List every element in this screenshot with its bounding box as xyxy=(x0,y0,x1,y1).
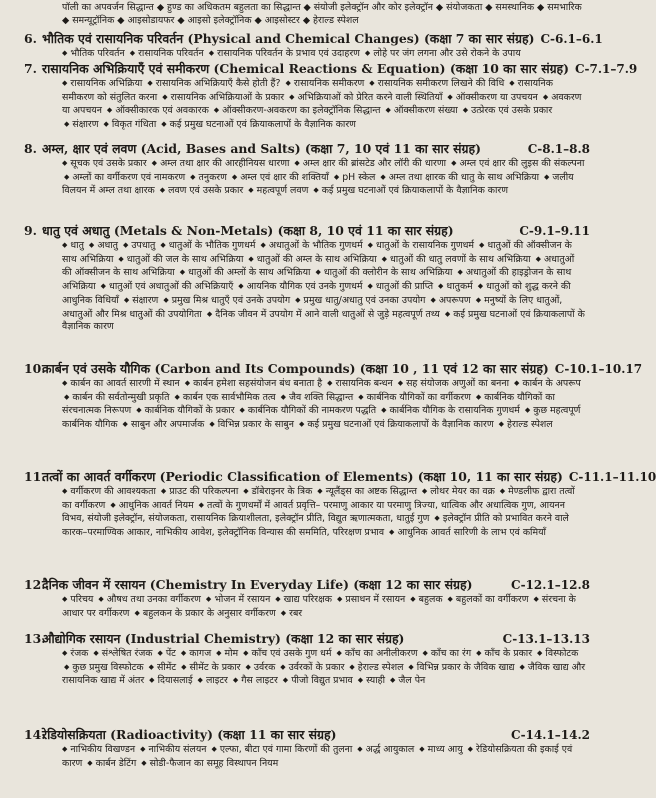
topic-item: ◆ अभिक्रियाओं को प्रेरित करने वाली स्थितियाँ xyxy=(287,92,445,103)
topic-item: ◆ धातुओं के भौतिक गुणधर्म xyxy=(158,240,258,251)
topic-item: ◆ रासायनिक समीकरण को संतुलित करना xyxy=(62,78,553,103)
topic-item: ◆ कुछ महत्वपूर्ण कार्बनिक यौगिक xyxy=(62,405,580,430)
chapter-topics xyxy=(62,647,586,725)
topic-item: ◆ धातुओं की ऑक्सीजन के साथ अभिक्रिया xyxy=(62,240,572,265)
topic-item: ◆ प्राउट की परिकल्पना xyxy=(159,486,241,497)
topic-item: ◆ कुछ प्रमुख विस्फोटक xyxy=(62,662,147,673)
topic-item: ◆ धातुओं की प्राप्ति xyxy=(366,281,437,292)
topic-item: ◆ लोथर मेयर का वक्र xyxy=(420,486,498,497)
chapter-title: औद्योगिक रसायन (Industrial Chemistry) (कक्षा 12 का सार संग्रह) xyxy=(42,631,405,646)
topic-item: ◆ रंजक xyxy=(62,648,91,659)
topic-item: ◆ वर्गीकरण की आवश्यकता xyxy=(62,486,159,497)
chapter-topics xyxy=(62,239,586,359)
topic-item: ◆ पेंट xyxy=(155,648,178,659)
chapter-title: कार्बन एवं उसके यौगिक (Carbon and Its Compounds) (कक्षा 10 , 11 एवं 12 का सार संग्रह) xyxy=(42,361,549,376)
chapter-number: 14. xyxy=(24,727,46,742)
topic-item: ◆ अम्ल एवं क्षार की लुइस की संकल्पना xyxy=(449,158,584,169)
chapter-page-code: C-13.1–13.13 xyxy=(502,632,590,646)
chapter-title: भौतिक एवं रासायनिक परिवर्तन (Physical and Chemical Changes) (कक्षा 7 का सार संग्रह) xyxy=(42,31,535,46)
chapter-section xyxy=(12,726,590,769)
topic-item: ◆ बहुलक xyxy=(408,594,445,605)
topic-item: ◆ ऑक्सीकरण-अवकरण का इलेक्ट्रॉनिक सिद्धान्त xyxy=(212,105,384,116)
chapter-title: अम्ल, क्षार एवं लवण (Acid, Bases and Salts) (कक्षा 7, 10 एवं 11 का सार संग्रह) xyxy=(42,141,481,156)
topic-item: ◆ साबुन और अपमार्जक xyxy=(121,419,208,430)
topic-item: ◆ रासायनिक बन्धन xyxy=(325,378,396,389)
topic-item: ◆ पीजो विद्युत प्रभाव xyxy=(281,675,356,686)
topic-item: ◆ डॉबेराइनर के त्रिक xyxy=(241,486,315,497)
topic-item: ◆ उत्प्रेरक एवं उसके प्रकार xyxy=(461,105,552,116)
chapter-page-code: C-9.1–9.11 xyxy=(519,224,590,238)
topic-item: ◆ जैल पेन xyxy=(388,675,425,686)
topic-item: ◆ धातुओं एवं अधातुओं की अभिक्रियाएँ xyxy=(99,281,237,292)
topic-item: ◆ अधातुओं की ऑक्सीजन के साथ अभिक्रिया xyxy=(62,254,574,279)
chapter-number: 6. xyxy=(24,31,37,46)
chapter-section xyxy=(12,630,590,725)
topic-item: ◆ कार्बन डेटिंग xyxy=(85,758,139,769)
topic-item: ◆ अपरूपण xyxy=(428,295,473,306)
topic-item: ◆ संक्षारण xyxy=(122,295,161,306)
topic-item: ◆ दैनिक जीवन में उपयोग में आने वाली धातुओं से जुड़े महत्वपूर्ण तथ्य xyxy=(205,309,443,320)
topic-item: ◆ लवण एवं उसके प्रकार xyxy=(158,185,247,196)
topic-item: ◆ बहुलकों का वर्गीकरण xyxy=(446,594,532,605)
topic-item: ◆ बहुलकन के प्रकार के अनुसार वर्गीकरण xyxy=(132,608,278,619)
topic-item: ◆ कई प्रमुख घटनाओं एवं क्रियाकलापों के वैज्ञानिक कारण xyxy=(311,185,508,196)
topic-item: ◆ मेण्डलीफ द्वारा तत्वों का वर्गीकरण xyxy=(62,486,575,511)
topic-item: ◆ अर्द्ध आयुकाल xyxy=(355,744,417,755)
chapter-title: तत्वों का आवर्त वर्गीकरण (Periodic Classification of Elements) (कक्षा 10, 11 का सार संग्रह) xyxy=(42,469,563,484)
chapter-topics xyxy=(62,47,586,59)
chapter-section xyxy=(12,360,643,467)
topic-item: ◆ धातुओं की धातु लवणों के साथ अभिक्रिया xyxy=(380,254,534,265)
chapter-heading xyxy=(12,30,603,47)
topic-item: ◆ काँच का रंग xyxy=(420,648,474,659)
topic-item: ◆ दियासलाई xyxy=(147,675,195,686)
chapter-topics xyxy=(62,377,586,467)
topic-item: ◆ अम्ल एवं क्षार की शक्तियाँ xyxy=(230,172,332,183)
topic-item: ◆ धातु xyxy=(62,240,87,251)
topic-item: ◆ भोजन में रसायन xyxy=(204,594,273,605)
topic-item: ◆ कार्बन के अपरूप xyxy=(512,378,581,389)
chapter-number: 8. xyxy=(24,141,37,156)
topic-item: ◆ कार्बनिक यौगिकों की नामकरण पद्धति xyxy=(238,405,380,416)
continued-topic-list: पॉली का अपवर्जन सिद्धान्त ◆ हुण्ड का अधिकतम बहुलता का सिद्धान्त ◆ संयोजी इलेक्ट्रॉन और कोर इलेक्ट्रॉन ◆ संयोजकता ◆ समस्थानिक ◆ समभारिक ◆ समन्यूट्रॉनिक ◆ आइसोडायफर ◆ आइसो इलेक्ट्रॉनिक ◆ आइसोस्टर ◆ हेराल्ड स्पेशल xyxy=(62,2,582,26)
topic-item: ◆ रबर xyxy=(279,608,302,619)
chapter-topics xyxy=(62,157,586,221)
topic-item: ◆ रासायनिक अभिक्रियाओं के प्रकार xyxy=(160,92,287,103)
chapter-number: 10. xyxy=(24,361,46,376)
topic-item: ◆ रासायनिक परिवर्तन के प्रभाव एवं उदाहरण xyxy=(207,48,363,59)
chapter-topics xyxy=(62,743,586,769)
topic-item: ◆ कागज xyxy=(179,648,214,659)
topic-item: ◆ विभिन्न प्रकार के जैविक खाद्य xyxy=(406,662,517,673)
chapter-heading xyxy=(12,576,590,593)
chapter-number: 12. xyxy=(24,577,46,592)
topic-item: ◆ धातुओं की अम्ल के साथ अभिक्रिया xyxy=(246,254,379,265)
chapter-list xyxy=(12,30,656,769)
topic-item: ◆ मोम xyxy=(214,648,241,659)
topic-item: ◆ आयनिक यौगिक एवं उनके गुणधर्म xyxy=(236,281,365,292)
topic-item: ◆ अधातुओं के भौतिक गुणधर्म xyxy=(258,240,365,251)
topic-item: ◆ धातुओं के रासायनिक गुणधर्म xyxy=(366,240,477,251)
chapter-heading xyxy=(12,630,590,647)
topic-item: ◆ काँच के प्रकार xyxy=(474,648,535,659)
topic-item: ◆ नाभिकीय संलयन xyxy=(138,744,209,755)
chapter-heading xyxy=(12,468,656,485)
topic-item: ◆ अधातु xyxy=(87,240,121,251)
chapter-number: 7. xyxy=(24,61,37,76)
topic-item: ◆ ऑक्सीकारक एवं अवकारक xyxy=(105,105,212,116)
topic-item: ◆ स्याही xyxy=(356,675,388,686)
topic-item: ◆ अवकरण या अपचयन xyxy=(62,92,581,117)
topic-item: ◆ न्यूलैंड्स का अष्टक सिद्धान्त xyxy=(315,486,420,497)
topic-item: ◆ जैविक खाद्य और रासायनिक खाद्य में अंतर xyxy=(62,662,585,687)
chapter-heading xyxy=(12,140,590,157)
topic-item: ◆ गैस लाइटर xyxy=(231,675,281,686)
chapter-page-code: C-10.1–10.17 xyxy=(554,362,643,376)
topic-item: ◆ रासायनिक समीकरण xyxy=(283,78,367,89)
topic-item: ◆ कार्बनिक यौगिकों का संरचनात्मक निरूपण xyxy=(62,392,555,417)
topic-item: ◆ संश्लेषित रंजक xyxy=(91,648,155,659)
topic-item: ◆ विकृत गंधिता xyxy=(101,119,159,130)
chapter-heading xyxy=(12,60,638,77)
chapter-topics xyxy=(62,593,586,629)
chapter-page-code: C-6.1–6.1 xyxy=(540,32,603,46)
chapter-page-code: C-11.1–11.10 xyxy=(568,470,656,484)
topic-item: ◆ कई प्रमुख घटनाओं एवं क्रियाकलापों के वैज्ञानिक कारण xyxy=(159,119,356,130)
chapter-section xyxy=(12,140,590,221)
topic-item: ◆ परिचय xyxy=(62,594,96,605)
topic-item: ◆ अम्ल तथा क्षार की आरहीनियस धारणा xyxy=(150,158,293,169)
topic-item: ◆ एल्फा, बीटा एवं गामा किरणों की तुलना xyxy=(209,744,355,755)
chapter-heading xyxy=(12,726,590,743)
topic-item: ◆ धातुकर्म xyxy=(436,281,476,292)
topic-item: ◆ जलीय विलयन में अम्ल तथा क्षारक xyxy=(62,172,574,197)
chapter-title: रासायनिक अभिक्रियाएँ एवं समीकरण (Chemical Reactions & Equation) (कक्षा 10 का सार संग्रह) xyxy=(42,61,569,76)
topic-item: ◆ विभिन्न प्रकार के साबुन xyxy=(207,419,297,430)
topic-item: ◆ रासायनिक अभिक्रिया xyxy=(62,78,145,89)
topic-item: ◆ धातुओं की क्लोरीन के साथ अभिक्रिया xyxy=(313,267,455,278)
topic-item: ◆ सूचक एवं उसके प्रकार xyxy=(62,158,150,169)
topic-item: ◆ इलेक्ट्रॉन प्रीति को प्रभावित करने वाले कारक–परमाण्विक आकार, नाभिकीय आवेश, इलेक्ट्रॉनिक विन्यास की सममिति, परिरक्षण प्रभाव xyxy=(62,513,569,538)
topic-item: ◆ रेडियोसक्रियता की इकाई एवं कारण xyxy=(62,744,572,769)
topic-item: ◆ कार्बन का आवर्त सारणी में स्थान xyxy=(62,378,183,389)
topic-item: ◆ संक्षारण xyxy=(62,119,101,130)
topic-item: ◆ कार्बन की सर्वतोन्मुखी प्रकृति xyxy=(62,392,172,403)
topic-item: ◆ धातुओं को शुद्ध करने की आधुनिक विधियाँ xyxy=(62,281,571,306)
topic-item: ◆ नाभिकीय विखण्डन xyxy=(62,744,138,755)
topic-item: ◆ संरचना के आधार पर वर्गीकरण xyxy=(62,594,576,619)
topic-item: ◆ महत्वपूर्ण लवण xyxy=(246,185,311,196)
topic-item: ◆ प्रसाधन में रसायन xyxy=(335,594,408,605)
chapter-section xyxy=(12,468,656,575)
topic-item: ◆ ऑक्सीकरण या उपचयन xyxy=(445,92,540,103)
topic-item: ◆ हेराल्ड स्पेशल xyxy=(497,419,553,430)
chapter-section xyxy=(12,222,590,359)
topic-item: ◆ ऑक्सीकरण संख्या xyxy=(383,105,460,116)
topic-item: ◆ लाइटर xyxy=(196,675,231,686)
topic-item: ◆ धातुओं की अम्लों के साथ अभिक्रिया xyxy=(178,267,314,278)
chapter-page-code: C-12.1–12.8 xyxy=(511,578,590,592)
topic-item: ◆ अधातुओं की हाइड्रोजन के साथ अभिक्रिया xyxy=(62,267,571,292)
chapter-page-code: C-8.1–8.8 xyxy=(527,142,590,156)
chapter-title: रेडियोसक्रियता (Radioactivity) (कक्षा 11 का सार संग्रह) xyxy=(42,727,337,742)
topic-item: ◆ लोहे पर जंग लगना और उसे रोकने के उपाय xyxy=(363,48,521,59)
chapter-number: 9. xyxy=(24,223,37,238)
topic-item: ◆ विस्फोटक xyxy=(535,648,578,659)
topic-item: ◆ प्रमुख धातु/अधातु एवं उनका उपयोग xyxy=(293,295,428,306)
topic-item: ◆ कार्बन हमेशा सहसंयोजन बंध बनाता है xyxy=(183,378,325,389)
topic-item: ◆ काँच एवं उसके गुण धर्म xyxy=(241,648,334,659)
topic-item: ◆ उपधातु xyxy=(121,240,158,251)
topic-item: ◆ कई प्रमुख घटनाओं एवं क्रियाकलापों के वैज्ञानिक कारण xyxy=(297,419,497,430)
topic-item: ◆ हेराल्ड स्पेशल xyxy=(347,662,406,673)
chapter-heading xyxy=(12,222,590,239)
topic-item: ◆ कार्बनिक यौगिकों का वर्गीकरण xyxy=(356,392,474,403)
topic-item: ◆ औषध तथा उनका वर्गीकरण xyxy=(96,594,204,605)
topic-item: ◆ कई प्रमुख घटनाओं एवं क्रियाकलापों के वैज्ञानिक कारण xyxy=(62,309,585,333)
topic-item: ◆ माध्य आयु xyxy=(417,744,465,755)
topic-item: ◆ भौतिक परिवर्तन xyxy=(62,48,128,59)
chapter-number: 13. xyxy=(24,631,46,646)
topic-item: ◆ सोडी-फैजान का समूह विस्थापन नियम xyxy=(139,758,278,769)
topic-item: ◆ काँच का अनीलीकरण xyxy=(335,648,421,659)
topic-item: ◆ तनुकरण xyxy=(188,172,230,183)
topic-item: ◆ रासायनिक अभिक्रियाएँ कैसे होती हैं? xyxy=(145,78,283,89)
topic-item: ◆ आधुनिक आवर्त सारिणी के लाभ एवं कमियाँ xyxy=(387,527,546,538)
topic-item: ◆ सह संयोजक अणुओं का बनना xyxy=(396,378,512,389)
topic-item: ◆ कार्बनिक यौगिकों के प्रकार xyxy=(134,405,237,416)
topic-item: ◆ अम्ल क्षार की ब्रांसटेड और लॉरी की धारणा xyxy=(292,158,449,169)
chapter-title: धातु एवं अधातु (Metals & Non-Metals) (कक्षा 8, 10 एवं 11 का सार संग्रह) xyxy=(42,223,454,238)
topic-item: ◆ उर्वरक xyxy=(244,662,279,673)
chapter-page-code: C-7.1–7.9 xyxy=(575,62,638,76)
chapter-title: दैनिक जीवन में रसायन (Chemistry In Everyday Life) (कक्षा 12 का सार संग्रह) xyxy=(42,577,473,592)
topic-item: ◆ सीमेंट xyxy=(147,662,179,673)
chapter-heading xyxy=(12,360,643,377)
topic-item: ◆ मनुष्यों के लिए धातुओं, अधातुओं और मिश्र धातुओं की उपयोगिता xyxy=(62,295,562,320)
chapter-section xyxy=(12,60,638,139)
topic-item: ◆ सीमेंट के प्रकार xyxy=(179,662,243,673)
topic-item: ◆ रासायनिक परिवर्तन xyxy=(128,48,207,59)
topic-item: ◆ जैव शक्ति सिद्धान्त xyxy=(279,392,357,403)
topic-item: ◆ धातुओं की जल के साथ अभिक्रिया xyxy=(116,254,246,265)
topic-item: ◆ प्रमुख मिश्र धातुएँ एवं उनके उपयोग xyxy=(161,295,293,306)
topic-item: ◆ pH स्केल xyxy=(332,172,379,183)
topic-item: ◆ अम्ल तथा क्षारक की धातु के साथ अभिक्रिया xyxy=(378,172,542,183)
topic-item: ◆ खाद्य परिरक्षक xyxy=(273,594,335,605)
chapter-topics xyxy=(62,485,586,575)
chapter-section xyxy=(12,576,590,629)
topic-item: ◆ तत्वों के गुणधर्मों में आवर्त प्रवृत्ति– परमाणु आकार या परमाणु त्रिज्या, धात्विक और अधात्विक गुण, आयनन विभव, संयोजी इलेक्ट्रॉन, संयोजकता, रासायनिक क्रियाशीलता, इलेक्ट्रॉन प्रीति, विद्युत ऋणात्मकता, धातुई गुण xyxy=(62,500,565,525)
topic-item: ◆ कार्बन एक सार्वभौमिक तत्व xyxy=(172,392,278,403)
topic-item: ◆ रासायनिक समीकरण लिखने की विधि xyxy=(367,78,507,89)
chapter-page-code: C-14.1–14.2 xyxy=(511,728,590,742)
topic-item: ◆ आधुनिक आवर्त नियम xyxy=(108,500,196,511)
topic-item: ◆ अम्लों का वर्गीकरण एवं नामकरण xyxy=(62,172,188,183)
topic-item: ◆ कार्बनिक यौगिक के रासायनिक गुणधर्म xyxy=(379,405,523,416)
chapter-section xyxy=(12,30,603,59)
chapter-topics xyxy=(62,77,586,139)
topic-item: ◆ उर्वरकों के प्रकार xyxy=(278,662,347,673)
chapter-number: 11. xyxy=(24,469,46,484)
